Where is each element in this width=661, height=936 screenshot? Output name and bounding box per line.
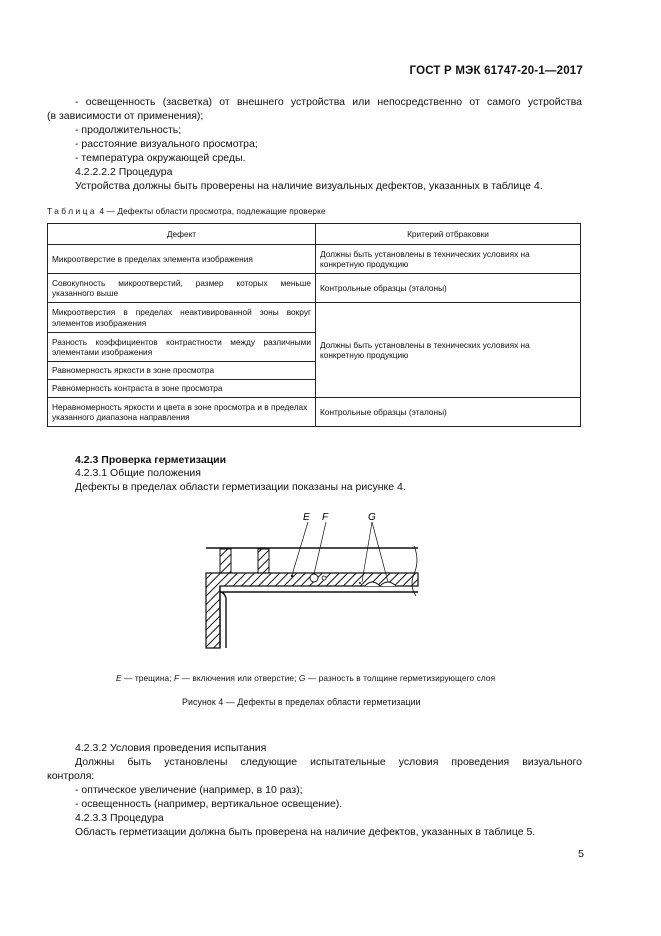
figure-legend xyxy=(116,673,495,683)
table-header-row xyxy=(48,224,581,245)
bottom-substrate-outline xyxy=(220,586,418,648)
column-header-criterion: Критерий отбраковки xyxy=(316,224,581,245)
inclusion-mark xyxy=(310,574,318,582)
table-cell-criterion-merged: Должны быть установлены в технических условиях на конкретную продукцию xyxy=(316,303,581,398)
table-row xyxy=(48,398,581,427)
label-g: G xyxy=(368,512,376,523)
subsection-general: 4.2.3.1 Общие положения xyxy=(75,467,201,479)
bullet-distance: - расстояние визуального просмотра; xyxy=(75,138,258,150)
spacer-block-right xyxy=(258,549,269,573)
table-cell-defect: Равномерность контраста в зоне просмотра xyxy=(48,380,316,398)
legend-e-text: — трещина; xyxy=(124,673,172,683)
paragraph-figure-ref: Дефекты в пределах области герметизации показаны на рисунке 4. xyxy=(75,481,406,493)
table4-caption-prefix: Таблица xyxy=(47,206,98,216)
spacer-block-left xyxy=(220,549,231,573)
dot-mark xyxy=(359,582,361,584)
page-number: 5 xyxy=(578,848,584,860)
column-header-defect: Дефект xyxy=(48,224,316,245)
table-cell-defect: Равномерность яркости в зоне просмотра xyxy=(48,362,316,380)
subsection-test-conditions: 4.2.3.2 Условия проведения испытания xyxy=(75,742,267,754)
procedure-text: Устройства должны быть проверены на наличие визуальных дефектов, указанных в таблице 4. xyxy=(75,180,543,192)
table-row xyxy=(48,245,581,274)
table-cell-criterion: Должны быть установлены в технических условиях на конкретную продукцию xyxy=(316,245,581,274)
procedure-heading-2: 4.2.3.3 Процедура xyxy=(75,812,164,824)
procedure-heading: 4.2.2.2.2 Процедура xyxy=(75,166,173,178)
label-f: F xyxy=(322,512,329,523)
legend-e-letter: E xyxy=(116,673,122,683)
table-cell-defect: Микроотверстия в пределах неактивированной зоны вокруг элементов изображения xyxy=(48,303,316,333)
break-line xyxy=(412,546,417,596)
table-cell-defect: Совокупность микроотверстий, размер которых меньше указанного выше xyxy=(48,274,316,303)
paragraph-test-conditions: Должны быть установлены следующие испытательные условия проведения визуального xyxy=(75,756,582,768)
paragraph-illumination: - освещенность (засветка) от внешнего устройства или непосредственно от самого устройства xyxy=(75,96,582,108)
bullet-temperature: - температура окружающей среды. xyxy=(75,152,246,164)
paragraph-test-conditions-cont: контроля: xyxy=(47,770,95,782)
figure-sealing-defects xyxy=(200,508,425,660)
procedure-text-2: Область герметизации должна быть проверена на наличие дефектов, указанных в таблице 5. xyxy=(75,826,536,838)
table-cell-defect: Микроотверстие в пределах элемента изображения xyxy=(48,245,316,274)
legend-g-letter: G xyxy=(298,673,306,683)
section-heading-sealing: 4.2.3 Проверка герметизации xyxy=(75,454,227,466)
legend-g-text: — разность в толщине герметизирующего слоя xyxy=(307,673,496,683)
table-cell-defect: Неравномерность яркости и цвета в зоне просмотра и в пределах указанного диапазона направления xyxy=(48,398,316,427)
table-row xyxy=(48,274,581,303)
table4 xyxy=(47,223,581,427)
bullet-magnification: - оптическое увеличение (например, в 10 раз); xyxy=(75,784,303,796)
table4-caption-text: 4 — Дефекты области просмотра, подлежащие проверке xyxy=(99,206,326,216)
table-cell-defect: Разность коэффициентов контрастности между различными элементами изображения xyxy=(48,333,316,362)
table-cell-criterion: Контрольные образцы (эталоны) xyxy=(316,274,581,303)
table-row xyxy=(48,303,581,333)
paragraph-illumination-cont: (в зависимости от применения); xyxy=(47,110,204,122)
table-cell-criterion: Контрольные образцы (эталоны) xyxy=(316,398,581,427)
legend-f-text: — включения или отверстие; xyxy=(181,673,297,683)
label-e: E xyxy=(303,512,310,523)
hole-mark xyxy=(322,576,326,580)
bullet-duration: - продолжительность; xyxy=(75,124,182,136)
bullet-illumination: - освещенность (например, вертикальное освещение). xyxy=(75,798,343,810)
crack-mark xyxy=(291,575,293,577)
standard-header: ГОСТ Р МЭК 61747-20-1—2017 xyxy=(409,65,583,77)
figure-caption: Рисунок 4 — Дефекты в пределах области герметизации xyxy=(182,697,421,707)
table4-caption xyxy=(47,206,326,216)
legend-f-letter: F xyxy=(174,673,180,683)
